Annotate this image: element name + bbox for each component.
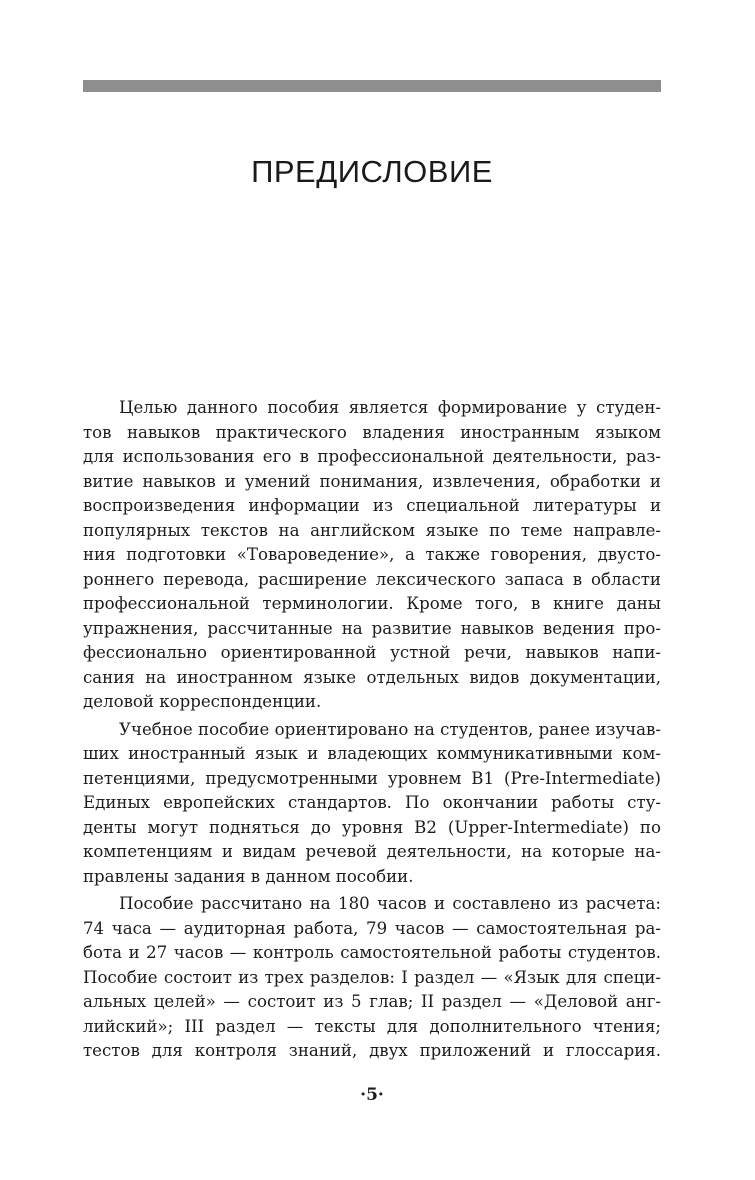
paragraph-1 bbox=[83, 396, 661, 715]
page-number: ·5· bbox=[360, 1085, 384, 1105]
text-line: для использования его в профессиональной деятельности, раз- bbox=[83, 447, 661, 466]
text-line: ния подготовки «Товароведение», а также говорения, двусто- bbox=[83, 545, 661, 564]
text-line: правлены задания в данном пособии. bbox=[83, 866, 414, 886]
text-line: лийский»; III раздел — тексты для дополнительного чтения; bbox=[83, 1016, 661, 1036]
text-line: компетенциям и видам речевой деятельности, на которые на- bbox=[83, 842, 661, 861]
text-line: роннего перевода, расширение лексического запаса в области bbox=[83, 569, 661, 589]
text-line: Целью данного пособия является формирование у студен- bbox=[119, 398, 661, 417]
text-line: воспроизведения информации из специальной литературы и bbox=[83, 496, 661, 515]
text-line: Пособие состоит из трех разделов: I раздел — «Язык для специ- bbox=[83, 967, 661, 987]
text-line: ших иностранный язык и владеющих коммуникативными ком- bbox=[83, 744, 661, 763]
text-line: упражнения, рассчитанные на развитие навыков ведения про- bbox=[83, 618, 661, 638]
text-line: Единых европейских стандартов. По окончании работы сту- bbox=[83, 793, 661, 812]
text-line: витие навыков и умений понимания, извлечения, обработки и bbox=[83, 471, 661, 491]
text-line: сания на иностранном языке отдельных видов документации, bbox=[83, 667, 661, 687]
chapter-heading: ПРЕДИСЛОВИЕ bbox=[251, 154, 493, 189]
paragraph-2 bbox=[83, 718, 661, 890]
text-line: популярных текстов на английском языке по теме направле- bbox=[83, 520, 661, 540]
text-line: денты могут подняться до уровня В2 (Upper-Intermediate) по bbox=[83, 817, 661, 837]
top-rule bbox=[83, 80, 661, 92]
body-text bbox=[83, 396, 661, 1064]
paragraph-3 bbox=[83, 892, 661, 1064]
text-line: 74 часа — аудиторная работа, 79 часов — самостоятельная ра- bbox=[83, 918, 661, 938]
text-line: Пособие рассчитано на 180 часов и составлено из расчета: bbox=[119, 894, 661, 913]
text-line: петенциями, предусмотренными уровнем В1 (Pre-Intermediate) bbox=[83, 768, 661, 788]
text-line: Учебное пособие ориентировано на студентов, ранее изучав- bbox=[119, 719, 661, 739]
text-line: фессионально ориентированной устной речи, навыков напи- bbox=[83, 643, 661, 662]
text-line: альных целей» — состоит из 5 глав; II раздел — «Деловой анг- bbox=[83, 992, 661, 1011]
text-line: тов навыков практического владения иностранным языком bbox=[83, 422, 661, 442]
text-line: профессиональной терминологии. Кроме того, в книге даны bbox=[83, 594, 661, 613]
text-line: бота и 27 часов — контроль самостоятельной работы студентов. bbox=[83, 943, 661, 962]
text-line: деловой корреспонденции. bbox=[83, 692, 322, 711]
text-line: тестов для контроля знаний, двух приложений и глоссария. bbox=[83, 1041, 661, 1060]
